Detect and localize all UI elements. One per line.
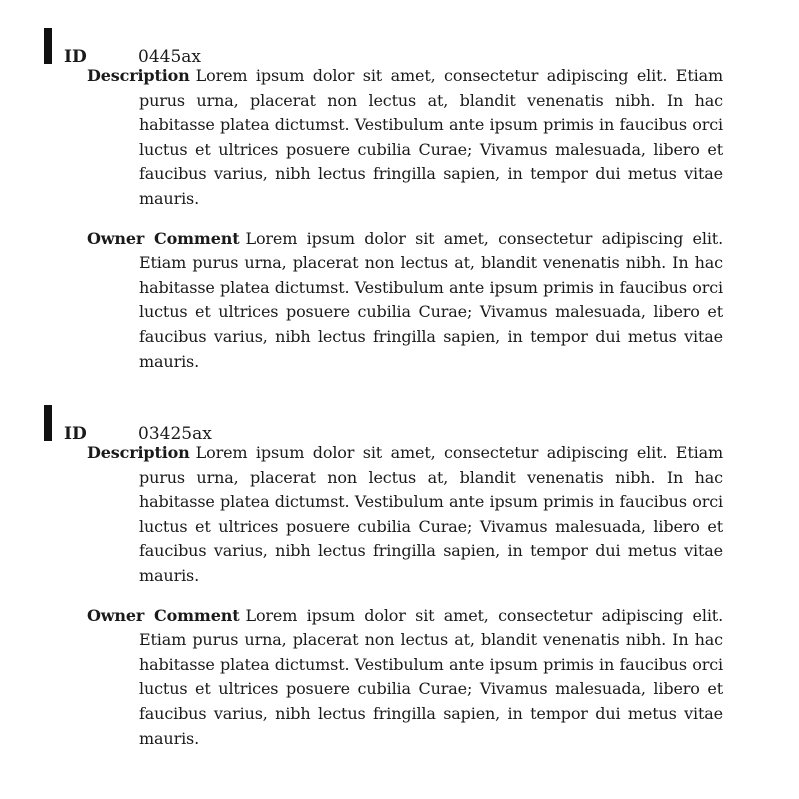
id-row bbox=[44, 28, 734, 67]
entry-marker-bar bbox=[44, 28, 52, 64]
description-text: Lorem ipsum dolor sit amet, consectetur adipiscing elit. Etiam purus urna, placerat non lectus at, blandit venenatis nibh. In hac habitasse platea dictumst. Vestibulum ante ipsum primis in faucibus orci luctus et ultrices posuere cubilia Curae; Vivamus malesuada, libero et faucibus varius, nibh lectus fringilla sapien, in tempor dui metus vitae mauris. bbox=[139, 66, 723, 208]
description-label: Description bbox=[87, 66, 190, 85]
description-label: Description bbox=[87, 443, 190, 462]
description-field bbox=[87, 64, 723, 212]
id-label: ID bbox=[64, 424, 87, 444]
owner-comment-text: Lorem ipsum dolor sit amet, consectetur adipiscing elit. Etiam purus urna, placerat non lectus at, blandit venenatis nibh. In hac habitasse platea dictumst. Vestibulum ante ipsum primis in faucibus orci luctus et ultrices posuere cubilia Curae; Vivamus malesuada, libero et faucibus varius, nibh lectus fringilla sapien, in tempor dui metus vitae mauris. bbox=[139, 228, 724, 371]
id-value: 03425ax bbox=[138, 424, 212, 444]
record-entry bbox=[44, 405, 734, 751]
owner-comment-field bbox=[87, 604, 723, 752]
record-entry bbox=[44, 28, 734, 374]
id-value: 0445ax bbox=[138, 47, 201, 67]
owner-comment-field bbox=[87, 227, 723, 375]
entry-marker-bar bbox=[44, 405, 52, 441]
owner-comment-text: Lorem ipsum dolor sit amet, consectetur adipiscing elit. Etiam purus urna, placerat non lectus at, blandit venenatis nibh. In hac habitasse platea dictumst. Vestibulum ante ipsum primis in faucibus orci luctus et ultrices posuere cubilia Curae; Vivamus malesuada, libero et faucibus varius, nibh lectus fringilla sapien, in tempor dui metus vitae mauris. bbox=[139, 605, 724, 748]
id-label: ID bbox=[64, 47, 87, 67]
description-text: Lorem ipsum dolor sit amet, consectetur adipiscing elit. Etiam purus urna, placerat non lectus at, blandit venenatis nibh. In hac habitasse platea dictumst. Vestibulum ante ipsum primis in faucibus orci luctus et ultrices posuere cubilia Curae; Vivamus malesuada, libero et faucibus varius, nibh lectus fringilla sapien, in tempor dui metus vitae mauris. bbox=[139, 443, 723, 585]
owner-comment-label: Owner Comment bbox=[87, 605, 240, 625]
id-row bbox=[44, 405, 734, 444]
description-field bbox=[87, 441, 723, 589]
owner-comment-label: Owner Comment bbox=[87, 228, 240, 248]
